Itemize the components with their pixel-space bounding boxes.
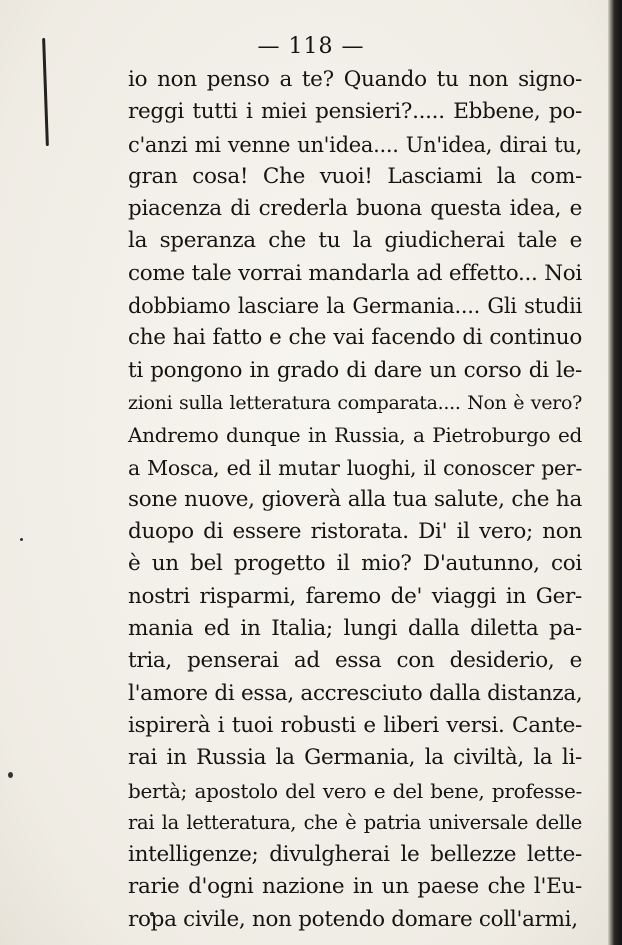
text-line: rai in Russia la Germania, la civiltà, la li- — [128, 745, 582, 771]
text-line: mania ed in Italia; lungi dalla diletta pa- — [128, 616, 582, 642]
text-line: dobbiamo lasciare la Germania.... Gli studii — [128, 294, 582, 319]
text-line: come tale vorrai mandarla ad effetto... Noi — [128, 260, 582, 286]
text-line: ti pongono in grado di dare un corso di le- — [128, 357, 582, 383]
ink-speck — [8, 772, 13, 778]
text-line: Andremo dunque in Russia, a Pietroburgo ed — [128, 423, 582, 448]
ink-speck — [20, 538, 23, 541]
text-line: intelligenze; divulgherai le bellezze lette- — [128, 842, 582, 868]
text-line: piacenza di crederla buona questa idea, e — [128, 196, 582, 222]
text-line: bertà; apostolo del vero e del bene, professe- — [128, 778, 582, 803]
text-line: duopo di essere ristorata. Di' il vero; non — [128, 519, 582, 545]
text-line: tria, penserai ad essa con desiderio, e — [128, 648, 582, 674]
text-line: rai la letteratura, che è patria universale delle — [128, 810, 582, 834]
text-line: reggi tutti i miei pensieri?..... Ebbene, po- — [128, 99, 582, 125]
text-line: io non penso a te? Quando tu non signo- — [128, 67, 582, 92]
text-line: ispirerà i tuoi robusti e liberi versi. Cante- — [128, 712, 582, 738]
text-line: rarie d'ogni nazione in un paese che l'Eu- — [128, 874, 582, 900]
body-text — [128, 64, 582, 936]
page-edge-shadow — [608, 0, 622, 945]
text-line: c'anzi mi venne un'idea.... Un'idea, dirai tu, — [128, 132, 582, 157]
text-line: sone nuove, gioverà alla tua salute, che ha — [128, 486, 582, 512]
text-line: ropa civile, non potendo domare coll'armi, — [128, 906, 578, 932]
text-line: gran cosa! Che vuoi! Lasciami la com- — [128, 163, 582, 189]
text-line: a Mosca, ed il mutar luoghi, il conoscer per- — [128, 455, 582, 480]
page-number-header: — 118 — — [257, 34, 365, 59]
text-line: nostri risparmi, faremo de' viaggi in Ger- — [128, 583, 582, 609]
text-line: l'amore di essa, accresciuto dalla distanza, — [128, 680, 583, 706]
text-line: è un bel progetto il mio? D'autunno, coi — [128, 551, 582, 577]
text-line: la speranza che tu la giudicherai tale e — [128, 228, 582, 254]
text-line: che hai fatto e che vai facendo di continuo — [128, 325, 582, 351]
text-line: zioni sulla letteratura comparata.... Non è vero? — [128, 391, 582, 414]
